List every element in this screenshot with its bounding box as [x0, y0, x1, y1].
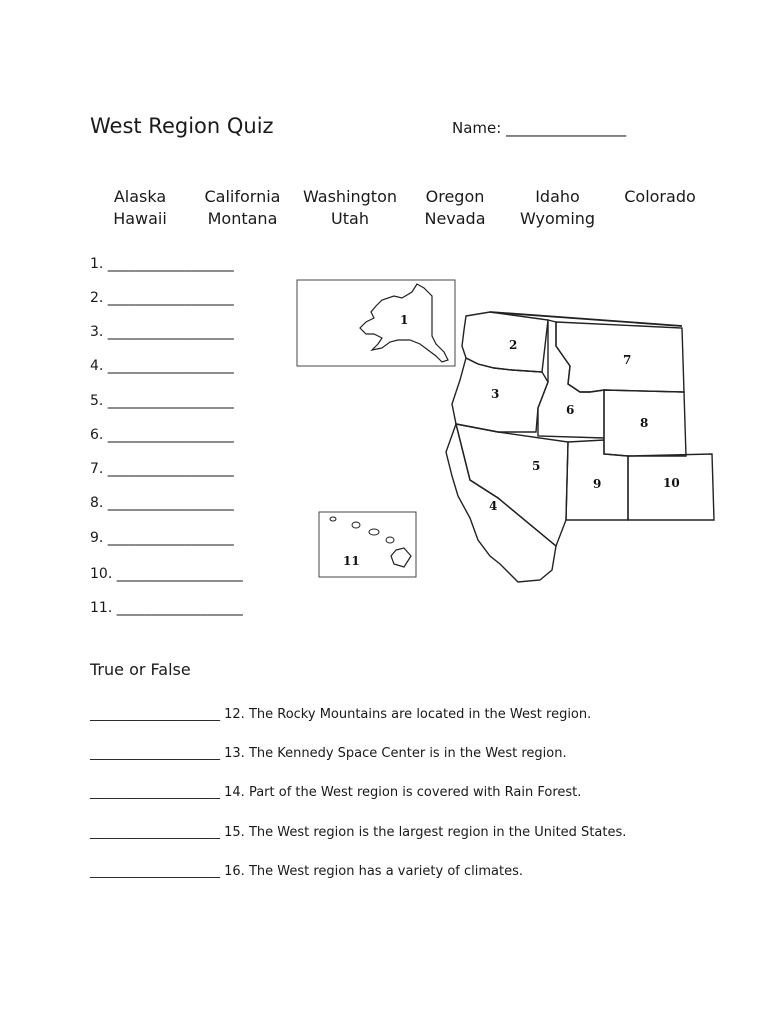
word-bank-item: Wyoming — [519, 209, 596, 228]
map-label: 10 — [663, 476, 680, 490]
true-false-question: ____________________ 16. The West region has a variety of climates. — [90, 864, 523, 879]
hawaii-inset — [319, 512, 416, 577]
true-false-question: ____________________ 12. The Rocky Mountains are located in the West region. — [90, 707, 592, 722]
answer-line-2: 2. __________________ — [90, 290, 234, 306]
word-bank-item: Washington — [302, 187, 398, 206]
map-label: 5 — [532, 459, 541, 473]
true-false-question: ____________________ 14. Part of the West region is covered with Rain Forest. — [90, 785, 582, 800]
word-bank-item: Hawaii — [113, 209, 167, 228]
word-bank-item: Colorado — [624, 187, 696, 206]
map-label: 11 — [343, 554, 360, 568]
western-states — [446, 312, 714, 582]
answer-line-9: 9. __________________ — [90, 530, 234, 546]
name-field-label: Name: ________________ — [452, 119, 627, 137]
answer-line-6: 6. __________________ — [90, 427, 234, 443]
quiz-title: West Region Quiz — [90, 114, 274, 138]
answer-line-4: 4. __________________ — [90, 358, 234, 374]
answer-line-7: 7. __________________ — [90, 461, 234, 477]
map-label: 7 — [623, 353, 632, 367]
map-label: 4 — [489, 499, 498, 513]
answer-line-1: 1. __________________ — [90, 256, 234, 272]
word-bank-item: Nevada — [424, 209, 486, 228]
answer-line-11: 11. __________________ — [90, 600, 243, 616]
word-bank-item: Oregon — [425, 187, 485, 206]
true-false-question: ____________________ 15. The West region is the largest region in the United States. — [90, 825, 627, 840]
map-label: 2 — [509, 338, 518, 352]
answer-line-3: 3. __________________ — [90, 324, 234, 340]
word-bank-item: Idaho — [535, 187, 580, 206]
true-false-question: ____________________ 13. The Kennedy Space Center is in the West region. — [90, 746, 567, 761]
word-bank-item: Montana — [207, 209, 278, 228]
true-false-heading: True or False — [90, 660, 191, 679]
answer-line-10: 10. __________________ — [90, 566, 243, 582]
alaska-inset — [297, 280, 455, 366]
map-label: 1 — [400, 313, 409, 327]
answer-line-5: 5. __________________ — [90, 393, 234, 409]
map-label: 3 — [491, 387, 500, 401]
map-label: 6 — [566, 403, 575, 417]
word-bank-item: Utah — [331, 209, 369, 228]
answer-line-8: 8. __________________ — [90, 495, 234, 511]
word-bank-item: California — [204, 187, 281, 206]
map-label: 8 — [640, 416, 649, 430]
map-label: 9 — [593, 477, 602, 491]
word-bank-item: Alaska — [113, 187, 167, 206]
